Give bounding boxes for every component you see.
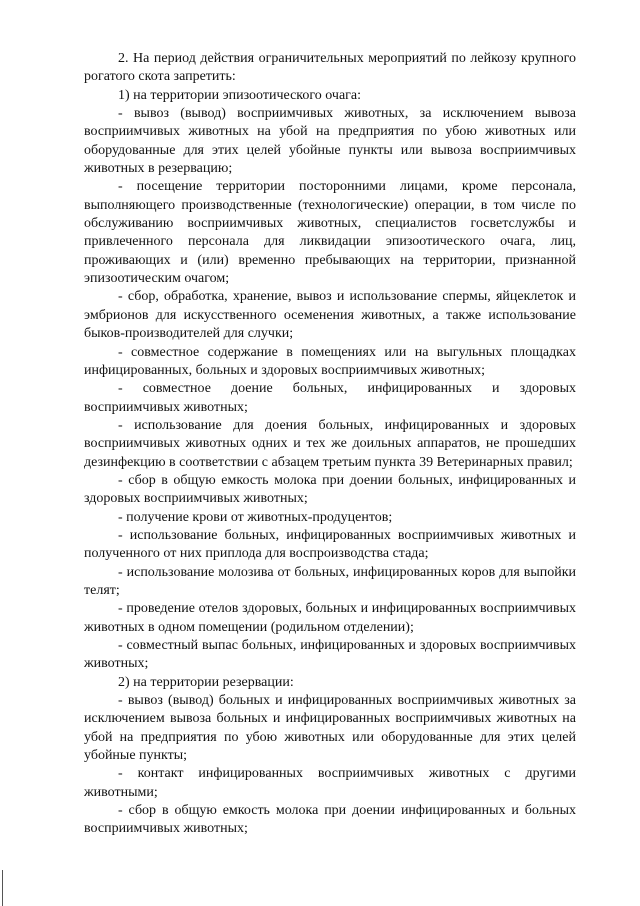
- paragraph-item: - получение крови от животных-продуцентов;: [118, 509, 393, 525]
- paragraph-item: - совместный выпас больных, инфицированных и здоровых восприимчивых животных;: [84, 638, 576, 672]
- paragraph-item: - проведение отелов здоровых, больных и инфицированных восприимчивых животных в одном помещении (родильном отделении);: [84, 601, 576, 635]
- paragraph-item: - вывоз (вывод) больных и инфицированных восприимчивых животных за исключением вывоза больных и инфицированных восприимчивых животных на убой на предприятия по убою животных или оборудованные для этих целей убойные пункты;: [84, 693, 576, 764]
- paragraph-item: - совместное содержание в помещениях или на выгульных площадках инфицированных, больных и здоровых восприимчивых животных;: [84, 344, 576, 378]
- paragraph-item: - использование молозива от больных, инфицированных коров для выпойки телят;: [84, 564, 576, 598]
- paragraph-intro: 2. На период действия ограничительных мероприятий по лейкозу крупного рогатого скота запретить:: [84, 51, 576, 85]
- paragraph-item: - совместное доение больных, инфицированных и здоровых восприимчивых животных;: [84, 381, 576, 415]
- scan-edge-mark: [2, 870, 11, 906]
- paragraph-item: - использование больных, инфицированных восприимчивых животных и полученного от них приплода для воспроизводства стада;: [84, 527, 576, 562]
- paragraph-item: - сбор, обработка, хранение, вывоз и использование спермы, яйцеклеток и эмбрионов для искусственного осеменения животных, а также использование быков-производителей для случки;: [84, 289, 576, 342]
- paragraph-item: - контакт инфицированных восприимчивых животных с другими животными;: [84, 766, 576, 800]
- paragraph-subsection-1: 1) на территории эпизоотического очага:: [118, 87, 362, 103]
- document-body: [84, 50, 576, 839]
- paragraph-item: - вывоз (вывод) восприимчивых животных, за исключением вывоза восприимчивых животных на убой на предприятия по убою животных или оборудованные для этих целей убойные пункты или вывоза восприимчивых животных в резервацию;: [84, 106, 576, 177]
- paragraph-item: - сбор в общую емкость молока при доении инфицированных и больных восприимчивых животных;: [84, 803, 576, 837]
- paragraph-subsection-2: 2) на территории резервации:: [118, 674, 294, 690]
- paragraph-item: - посещение территории посторонними лицами, кроме персонала, выполняющего производственные (технологические) операции, в том числе по обслуживанию восприимчивых животных, специалистов госветслужбы и привлеченного персонала для ликвидации эпизоотического очага, лиц, проживающих и (или) временно пребывающих на территории, признанной эпизоотическим очагом;: [84, 179, 576, 287]
- paragraph-item: - использование для доения больных, инфицированных и здоровых восприимчивых животных одних и тех же доильных аппаратов, не прошедших дезинфекцию в соответствии с абзацем третьим пункта 39 Ветеринарных правил;: [84, 417, 576, 470]
- paragraph-item: - сбор в общую емкость молока при доении больных, инфицированных и здоровых восприимчивых животных;: [84, 472, 576, 507]
